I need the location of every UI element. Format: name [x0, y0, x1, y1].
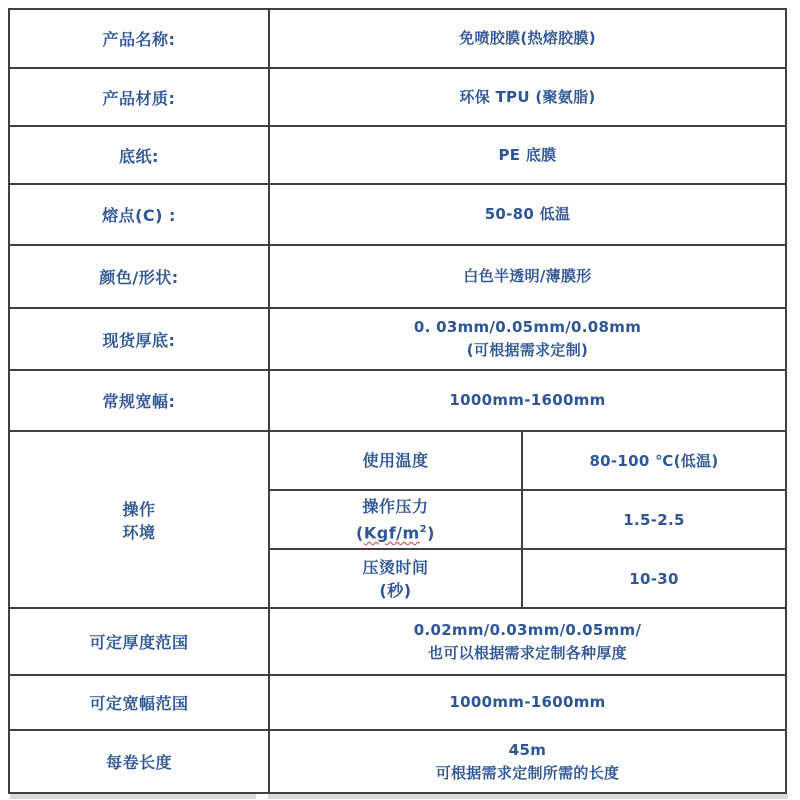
pressing-time-label: 压烫时间 [362, 557, 429, 577]
operating-pressure-label: 操作压力 [362, 496, 429, 516]
table-row-standard-width [10, 369, 785, 430]
table-row-stock-thickness [10, 307, 785, 369]
row-label-product-name: 产品名称: [10, 10, 270, 67]
subrow-param-usage-temperature: 使用温度 [270, 432, 523, 489]
pressure-unit-close: ) [427, 523, 435, 543]
operating-environment-label-line1: 操作 [122, 499, 156, 519]
row-label-material: 产品材质: [10, 69, 270, 125]
row-value-roll-length [270, 731, 785, 792]
custom-thickness-line2: 也可以根据需求定制各种厚度 [428, 643, 627, 662]
row-value-standard-width: 1000mm-1600mm [449, 391, 606, 409]
operating-environment-label-line2: 环境 [122, 522, 156, 542]
table-row-operating-environment [10, 430, 785, 607]
pressure-unit-open: ( [356, 523, 364, 543]
operating-environment-subtable [270, 432, 785, 607]
row-label-color-shape: 颜色/形状: [10, 246, 270, 307]
subrow-value-operating-pressure: 1.5-2.5 [623, 510, 685, 529]
row-label-standard-width: 常规宽幅: [10, 371, 270, 430]
pressing-time-unit: (秒) [379, 580, 412, 600]
row-value-melting-point: 50-80 低温 [484, 205, 571, 223]
row-label-custom-thickness-range: 可定厚度范国 [10, 609, 270, 674]
table-row-liner [10, 125, 785, 183]
row-label-melting-point: 熔点(C) : [10, 185, 270, 244]
table-row-material [10, 67, 785, 125]
row-value-custom-width-range: 1000mm-1600mm [449, 693, 606, 711]
stock-thickness-line2: (可根据需求定制) [466, 341, 589, 359]
subrow-param-pressing-time [270, 550, 523, 607]
table-row-roll-length [10, 729, 785, 792]
row-value-color-shape: 白色半透明/薄膜形 [463, 267, 592, 285]
table-row-custom-thickness-range [10, 607, 785, 674]
roll-length-line2: 可根据需求定制所需的长度 [435, 763, 620, 782]
table-shadow-left [10, 794, 256, 799]
operating-pressure-unit [356, 518, 435, 544]
table-row-custom-width-range [10, 674, 785, 729]
pressure-unit-sup: 2 [419, 523, 428, 535]
row-value-product-name: 免喷胶膜(热熔胶膜) [459, 29, 596, 47]
roll-length-line1: 45m [508, 740, 547, 759]
table-row-product-name [10, 10, 785, 67]
subrow-operating-pressure [270, 489, 785, 548]
table-shadow-right [268, 794, 788, 799]
subrow-param-operating-pressure [270, 491, 523, 548]
custom-thickness-line1: 0.02mm/0.03mm/0.05mm/ [413, 620, 642, 639]
row-value-material: 环保 TPU (聚氨脂) [459, 87, 596, 106]
pressure-unit-body: Kgf/m [363, 523, 420, 543]
subrow-value-pressing-time: 10-30 [629, 569, 679, 588]
row-label-custom-width-range: 可定宽幅范国 [10, 676, 270, 729]
subrow-value-usage-temperature: 80-100 ℃(低温) [589, 452, 719, 470]
row-value-custom-thickness-range [270, 609, 785, 674]
row-label-liner: 底纸: [10, 127, 270, 183]
product-spec-table [8, 8, 787, 794]
row-value-liner: PE 底膜 [498, 145, 557, 164]
stock-thickness-line1: 0. 03mm/0.05mm/0.08mm [413, 318, 642, 336]
subrow-pressing-time [270, 548, 785, 607]
row-label-stock-thickness: 现货厚底: [10, 309, 270, 369]
row-label-roll-length: 每卷长度 [10, 731, 270, 792]
subrow-usage-temperature [270, 432, 785, 489]
table-row-color-shape [10, 244, 785, 307]
row-label-operating-environment [10, 432, 270, 607]
table-row-melting-point [10, 183, 785, 244]
row-value-stock-thickness [270, 309, 785, 369]
